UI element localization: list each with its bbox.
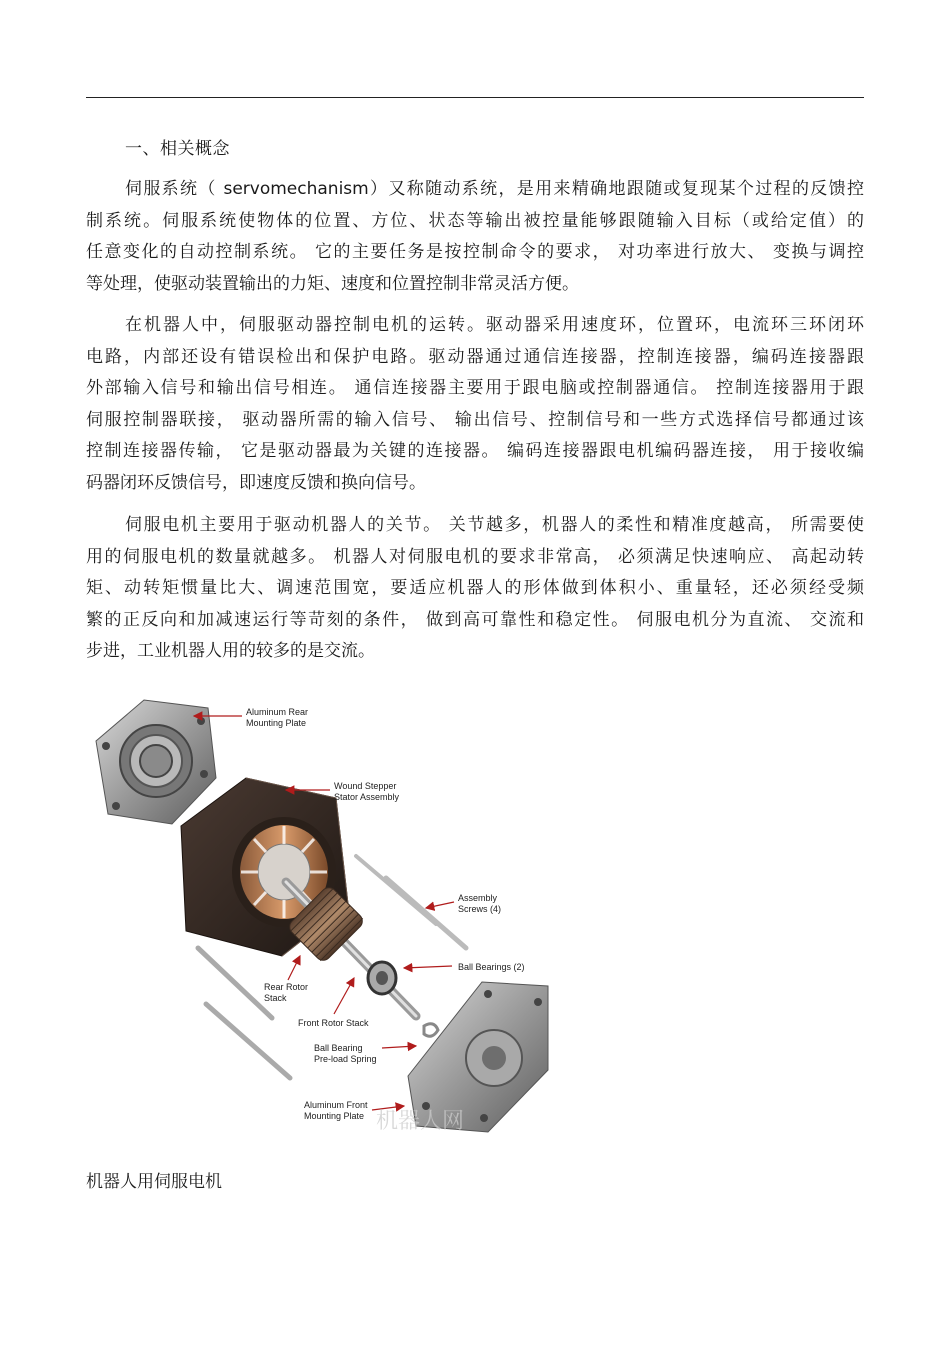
paragraph-line: 伺服系统（ servomechanism）又称随动系统，是用来精确地跟随或复现某个过程的反馈控 — [125, 179, 864, 199]
servo-motor-exploded-figure — [86, 686, 551, 1142]
paragraph-line: 繁的正反向和加减速运行等苛刻的条件， 做到高可靠性和稳定性。 伺服电机分为直流、 交流和 — [86, 609, 864, 630]
callout-rear-rotor: Rear Rotor Stack — [264, 982, 309, 1003]
paragraph-line: 外部输入信号和输出信号相连。 通信连接器主要用于跟电脑或控制器通信。 控制连接器用于跟 — [86, 378, 864, 398]
paragraph-line: 码器闭环反馈信号，即速度反馈和换向信号。 — [86, 472, 426, 493]
callout-arrow — [382, 1046, 416, 1048]
paragraph-line: 电路，内部还设有错误检出和保护电路。驱动器通过通信连接器，控制连接器，编码连接器跟 — [86, 346, 864, 367]
callout-arrow — [288, 956, 300, 980]
callout-front-rotor: Front Rotor Stack — [298, 1018, 369, 1028]
callout-arrow — [426, 902, 454, 908]
callout-spring: Ball Bearing Pre-load Spring — [314, 1043, 377, 1064]
callout-rear-plate: Aluminum Rear Mounting Plate — [246, 707, 309, 728]
callout-bearings: Ball Bearings (2) — [458, 962, 525, 972]
callout-front-plate: Aluminum Front Mounting Plate — [304, 1100, 368, 1121]
paragraph-servo-definition — [86, 174, 864, 300]
watermark: 机器人网 — [376, 1109, 465, 1134]
rotor-shaft — [286, 882, 416, 1016]
callout-arrow — [404, 966, 452, 968]
callout-arrow — [334, 978, 354, 1014]
callout-stator: Wound Stepper Stator Assembly — [334, 781, 400, 802]
preload-spring — [424, 1024, 438, 1037]
paragraph-line: 伺服控制器联接， 驱动器所需的输入信号、 输出信号、控制信号和一些方式选择信号都通过该 — [86, 409, 864, 430]
paragraph-line: 矩、动转矩惯量比大、调速范围宽，要适应机器人的形体做到体积小、重量轻，还必须经受频 — [86, 578, 864, 598]
paragraph-servo-motor — [86, 510, 864, 668]
paragraph-line: 用的伺服电机的数量就越多。 机器人对伺服电机的要求非常高， 必须满足快速响应、 高起动转 — [86, 546, 864, 567]
header-rule — [86, 97, 864, 98]
paragraph-line: 任意变化的自动控制系统。 它的主要任务是按控制命令的要求， 对功率进行放大、 变换与调控 — [86, 242, 864, 262]
paragraph-servo-driver — [86, 310, 864, 499]
paragraph-line: 步进，工业机器人用的较多的是交流。 — [86, 641, 375, 661]
figure-caption: 机器人用伺服电机 — [86, 1172, 222, 1192]
paragraph-line: 在机器人中，伺服驱动器控制电机的运转。驱动器采用速度环，位置环，电流环三环闭环 — [125, 315, 864, 335]
paragraph-line: 控制连接器传输， 它是驱动器最为关键的连接器。 编码连接器跟电机编码器连接， 用于接收编 — [86, 441, 864, 461]
callout-screws: Assembly Screws (4) — [458, 893, 502, 914]
rear-mounting-plate — [96, 700, 216, 824]
section-heading: 一、相关概念 — [125, 139, 230, 159]
paragraph-line: 伺服电机主要用于驱动机器人的关节。 关节越多，机器人的柔性和精准度越高， 所需要使 — [125, 515, 864, 535]
paragraph-line: 制系统。伺服系统使物体的位置、方位、状态等输出被控量能够跟随输入目标（或给定值）的 — [86, 210, 864, 231]
paragraph-line: 等处理，使驱动装置输出的力矩、速度和位置控制非常灵活方便。 — [86, 273, 579, 294]
